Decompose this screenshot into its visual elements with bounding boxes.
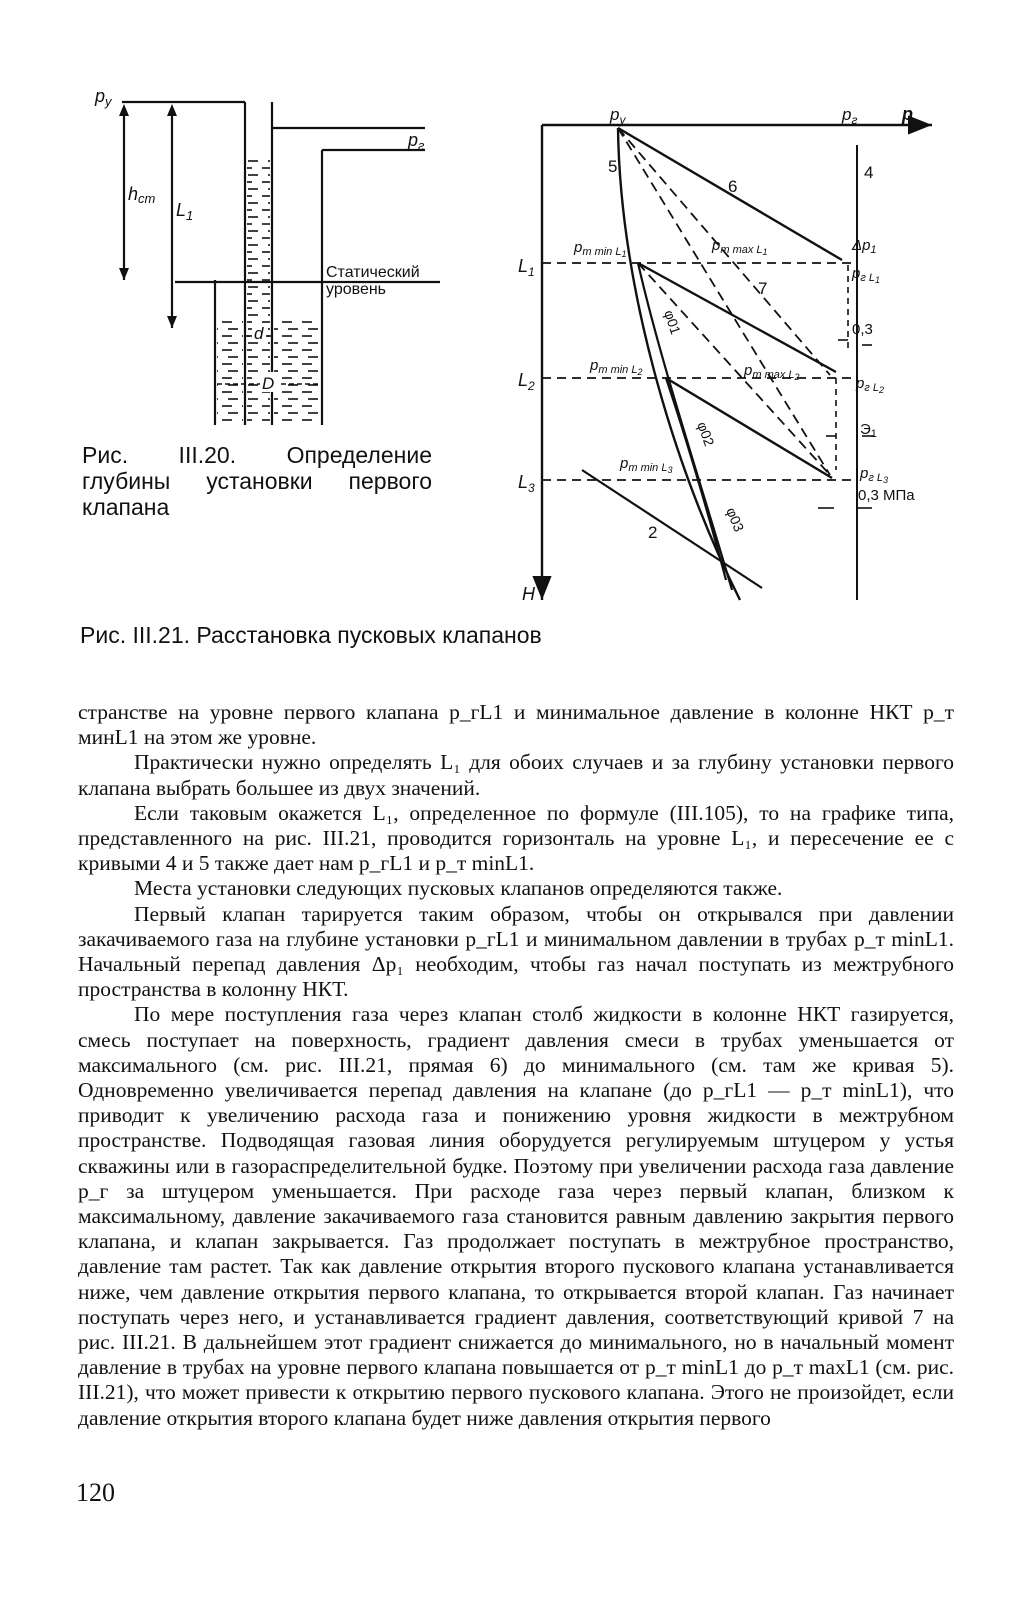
svg-text:hст [128, 184, 156, 206]
label-static-2: уровень [326, 281, 387, 298]
label-pminL1-sub: т min L [582, 246, 622, 258]
figure1-caption: Рис. III.20. Определение глубины установки первого клапана [82, 442, 432, 520]
label-py: p [95, 86, 106, 106]
body-text [78, 700, 954, 1431]
label-prL1: p [852, 265, 861, 282]
label-pminL2-sub: т min L [598, 364, 638, 376]
svg-text:pт max L2 [743, 362, 800, 382]
label-pminL1: p [574, 239, 583, 256]
label-pminL3-sub: т min L [628, 462, 668, 474]
top-label-p: p [902, 104, 913, 124]
top-label-pg: p [842, 105, 852, 124]
page-number: 120 [76, 1478, 115, 1507]
top-label-py-sub: у [619, 113, 626, 127]
label-phi03: φ03 [723, 505, 748, 534]
label-phi01: φ01 [661, 307, 684, 337]
num-4: 4 [864, 163, 874, 182]
label-phi02: φ02 [694, 419, 718, 449]
svg-text:pт min L1 [573, 239, 626, 259]
label-dp1: Δp [852, 237, 871, 254]
label-L1-sub: 1 [186, 208, 194, 223]
label-prL2: p [856, 375, 865, 392]
num-2: 2 [648, 523, 658, 542]
paragraph-1: странстве на уровне первого клапана p_гL1 и минимальное давление в колонне НКТ p_т минL1 на этом же уровне. [78, 700, 954, 750]
label-03-mpa: 0,3 МПа [858, 487, 915, 504]
label-prL3: p [860, 465, 869, 482]
arrow-top-L1 [167, 104, 177, 116]
liquid-annulus-right [274, 320, 320, 425]
label-pmaxL1-sub: т max L [720, 244, 763, 256]
label-prL2-sub2: 2 [878, 385, 884, 395]
label-pg: p [408, 130, 419, 150]
label-pminL2-sub2: 2 [637, 367, 643, 377]
label-prL3-sub: г L [868, 472, 883, 484]
svg-text:pт max L1 [711, 237, 768, 257]
label-L1-sub: 1 [528, 265, 535, 279]
svg-text:L1 [518, 256, 535, 279]
paragraph-2: Практически нужно определять L₁ для обоих случаев и за глубину установки первого клапана выбрать большее из двух значений. [78, 750, 954, 800]
label-pmaxL1: p [712, 237, 721, 254]
label-pmaxL1-sub2: 1 [762, 247, 768, 257]
figure-well-schematic [80, 80, 460, 440]
label-pminL1-sub2: 1 [621, 249, 627, 259]
label-03-top: 0,3 [852, 321, 873, 338]
label-L1: L [176, 200, 187, 220]
label-pmaxL2-sub: т max L [752, 369, 795, 381]
label-L3-sub: 3 [528, 481, 535, 495]
svg-text:pг [407, 130, 425, 153]
svg-text:L2 [518, 370, 535, 393]
label-static-1: Статический [326, 264, 420, 281]
label-L1: L [518, 256, 529, 276]
label-pminL3-sub2: 3 [667, 465, 673, 475]
svg-text:Δp1 [851, 237, 877, 256]
label-hst-sub: ст [138, 191, 156, 206]
svg-text:pг [841, 105, 857, 127]
paragraph-3: Если таковым окажется L₁, определенное по формуле (III.105), то на графике типа, представленного на рис. III.21, проводится горизонталь на уровне L₁, и пересечение ее с кривыми 4 и 5 также дает нам p_гL1 и p_т minL1. [78, 800, 954, 876]
label-dp1-sub: 1 [870, 244, 877, 256]
label-L2-sub: 2 [528, 379, 535, 393]
paragraph-6: По мере поступления газа через клапан столб жидкости в колонне НКТ газируется, смесь поступает на поверхность, градиент давления смеси в трубах уменьшается от максимального (см. рис. III.21, прямая 6) до минимального (см. там же кривая 5). Одновременно увеличивается перепад давления на клапане (до p_гL1 — p_т minL1), что приводит к увеличению расхода газа и понижению уровня жидкости в межтрубном пространстве. Подводящая газовая линия оборудуется регулируемым штуцером у устья скважины или в газораспределительной будке. Поэтому при увеличении расхода газа давление p_г за штуцером уменьшается. При расходе газа через первый клапан, близком к максимальному, давление закачиваемого газа становится равным давлению закрытия первого клапана, и клапан закрывается. Газ продолжает поступать в межтрубное пространство, давление там растет. Так как давление открытия второго пускового клапана устанавливается ниже, чем давление открытия первого клапана, то открывается второй клапан. Газ начинает поступать через него, и устанавливается градиент давления, соответствующий кривой 7 на рис. III.21. В дальнейшем этот градиент снижается до минимального, но в начальный момент давление в трубах на уровне первого клапана повышается от p_т minL1 до p_т maxL1 (см. рис. III.21), что может привести к открытию первого пускового клапана. Этого не произойдет, если давление открытия второго клапана будет ниже давления открытия первого [78, 1002, 954, 1430]
liquid-annulus-left [217, 320, 243, 425]
figure-valve-placement [500, 100, 945, 620]
label-prL1-sub2: 1 [874, 275, 880, 285]
svg-text:pт min L2 [589, 357, 642, 377]
svg-text:L3 [518, 472, 535, 495]
svg-text:pу [94, 86, 113, 109]
line-7-b [618, 128, 830, 475]
top-label-pg-sub: г [851, 113, 858, 127]
num-5: 5 [608, 157, 618, 176]
label-H: H [522, 584, 535, 604]
label-D: D [262, 374, 275, 393]
label-E1-sub: 1 [870, 428, 877, 440]
arrow-bottom-hst [119, 268, 129, 280]
label-prL1-sub: г L [860, 272, 875, 284]
svg-text:pт min L3 [619, 455, 672, 475]
figure2-caption: Рис. III.21. Расстановка пусковых клапанов [80, 622, 542, 648]
label-prL2-sub: г L [864, 382, 879, 394]
svg-text:pг L2 [855, 375, 884, 395]
label-hst: h [128, 184, 139, 204]
label-pmaxL2-sub2: 2 [794, 372, 800, 382]
label-L3: L [518, 472, 529, 492]
arrow-top-hst [119, 104, 129, 116]
svg-text:Э1 [860, 421, 877, 440]
num-7: 7 [758, 279, 768, 298]
svg-text:pу [609, 105, 626, 127]
label-py-sub: у [105, 94, 112, 109]
label-pminL3: p [620, 455, 629, 472]
label-prL3-sub2: 3 [882, 475, 888, 485]
label-d: d [254, 324, 264, 343]
svg-text:pг L1 [851, 265, 880, 285]
label-pminL2: p [590, 357, 599, 374]
svg-text:L1 [176, 200, 193, 223]
label-pmaxL2: p [744, 362, 753, 379]
arrow-bottom-L1 [167, 316, 177, 328]
label-L2: L [518, 370, 529, 390]
label-E1: Э [860, 421, 871, 438]
label-pg-sub: г [418, 138, 425, 153]
num-6: 6 [728, 177, 738, 196]
paragraph-4: Места установки следующих пусковых клапанов определяются также. [134, 876, 783, 901]
paragraph-5: Первый клапан тарируется таким образом, чтобы он открывался при давлении закачиваемого газа на глубине установки p_гL1 и минимальном давлении в трубах p_т minL1. Начальный перепад давления Δp₁ необходим, чтобы газ начал поступать из межтрубного пространства в колонну НКТ. [78, 901, 954, 1002]
svg-text:pг L3 [859, 465, 888, 485]
top-label-py: p [610, 105, 620, 124]
